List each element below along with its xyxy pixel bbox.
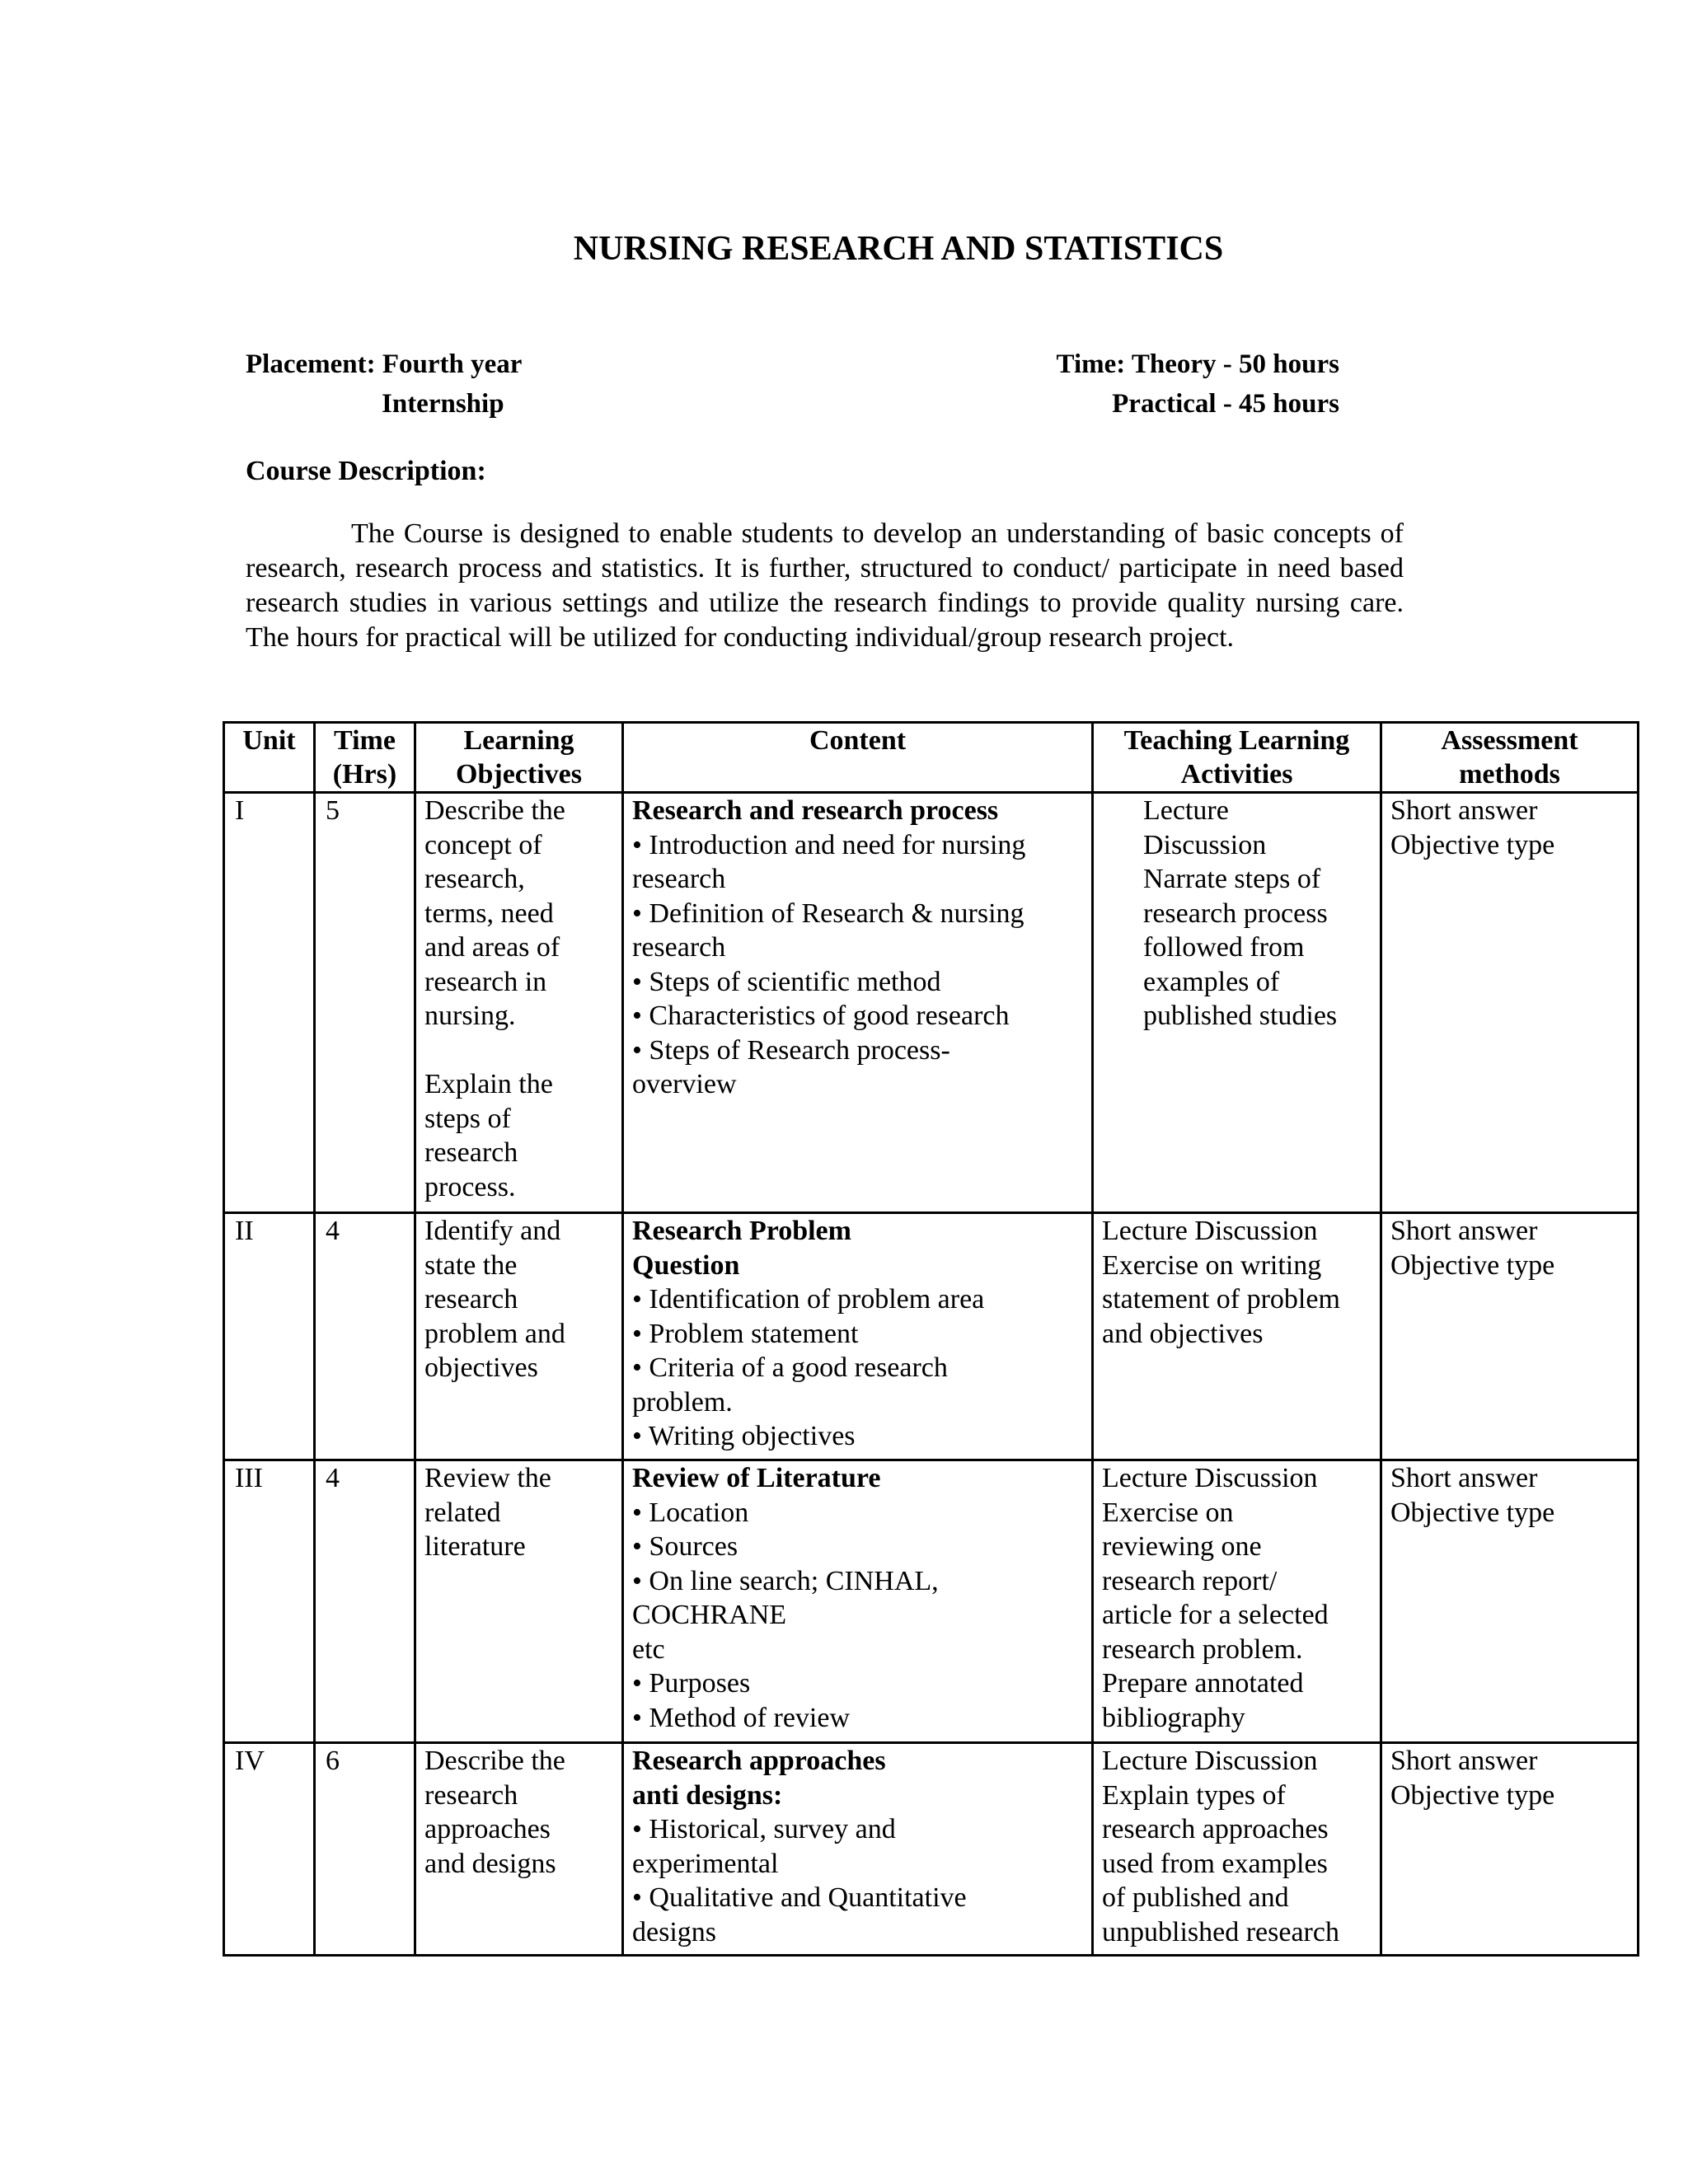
cell-line: of published and — [1102, 1882, 1289, 1913]
cell-unit: I — [224, 793, 315, 1213]
cell-line: research — [424, 1137, 518, 1168]
cell-line: problem and — [424, 1318, 565, 1349]
cell-unit: IV — [224, 1743, 315, 1956]
cell-unit: II — [224, 1213, 315, 1460]
table-row — [224, 793, 1639, 1213]
cell-line: research process — [1143, 898, 1328, 929]
cell-line: research — [424, 1779, 518, 1811]
cell-time: 5 — [315, 793, 415, 1213]
cell-line: Short answer — [1390, 795, 1538, 826]
cell-line: research, — [424, 864, 525, 894]
cell-line: Short answer — [1390, 1216, 1538, 1246]
cell-content — [623, 1743, 1093, 1956]
cell-line: Explain the — [424, 1069, 553, 1099]
cell-activities — [1093, 793, 1381, 1213]
cell-line: • Qualitative and Quantitative — [632, 1882, 967, 1913]
cell-unit: III — [224, 1460, 315, 1743]
cell-line: Lecture Discussion — [1102, 1216, 1318, 1246]
time-info — [1057, 344, 1339, 424]
cell-line: • Writing objectives — [632, 1421, 856, 1451]
cell-line: Objective type — [1390, 1497, 1555, 1528]
cell-line: state the — [424, 1249, 518, 1281]
cell-line: • Historical, survey and — [632, 1814, 896, 1844]
cell-line: Exercise on — [1102, 1497, 1234, 1528]
cell-line: Objective type — [1390, 1249, 1555, 1281]
cell-line: Lecture Discussion — [1102, 1746, 1318, 1776]
cell-line: approaches — [424, 1814, 551, 1844]
table-header-row — [224, 723, 1639, 793]
course-table — [223, 721, 1639, 1957]
cell-line: Review of Literature — [632, 1463, 881, 1493]
cell-line: research — [424, 1284, 518, 1315]
cell-line: • Introduction and need for nursing — [632, 829, 1026, 860]
cell-line: • Problem statement — [632, 1318, 859, 1349]
page-title: NURSING RESEARCH AND STATISTICS — [573, 230, 1224, 268]
cell-line: research problem. — [1102, 1633, 1303, 1665]
cell-line: Review the — [424, 1463, 551, 1493]
table-row — [224, 1460, 1639, 1743]
course-description-body: The Course is designed to enable students to develop an understanding of basic concepts of research, research process and statistics. It is further, structured to conduct/ participate in need based research studies in various settings and utilize the research findings to provide quality nursing care. The hours for practical will be utilized for conducting individual/group research project. — [246, 518, 1404, 653]
cell-line: reviewing one — [1102, 1531, 1262, 1562]
header-content: Content — [623, 723, 1093, 793]
cell-line: used from examples — [1102, 1848, 1328, 1879]
cell-line: • Purposes — [632, 1668, 751, 1699]
cell-line: and objectives — [1102, 1318, 1264, 1349]
cell-line: Question — [632, 1249, 740, 1281]
cell-line: etc — [632, 1633, 665, 1665]
cell-line: process. — [424, 1171, 516, 1202]
header-unit: Unit — [224, 723, 315, 793]
cell-line: and areas of — [424, 932, 560, 963]
cell-line: examples of — [1143, 966, 1280, 997]
cell-line: research report/ — [1102, 1565, 1278, 1596]
cell-line: Explain types of — [1102, 1779, 1286, 1811]
header-objectives: Learning Objectives — [415, 723, 623, 793]
cell-line: published studies — [1143, 1001, 1338, 1031]
cell-line: Describe the — [424, 795, 565, 826]
header-time: Time (Hrs) — [315, 723, 415, 793]
cell-line: research in — [424, 966, 547, 997]
cell-line: research approaches — [1102, 1814, 1329, 1844]
cell-assessment — [1381, 1213, 1639, 1460]
cell-line: Identify and — [424, 1216, 561, 1246]
cell-line: research — [632, 864, 726, 894]
cell-line: Lecture Discussion — [1102, 1463, 1318, 1493]
cell-activities — [1093, 1460, 1381, 1743]
cell-line: steps of — [424, 1103, 511, 1134]
cell-line: COCHRANE — [632, 1600, 787, 1630]
cell-content — [623, 1213, 1093, 1460]
cell-line: • Steps of scientific method — [632, 966, 941, 997]
cell-objectives — [415, 1460, 623, 1743]
cell-line: anti designs: — [632, 1779, 783, 1811]
table-row — [224, 1213, 1639, 1460]
cell-content — [623, 793, 1093, 1213]
cell-line — [424, 1033, 613, 1068]
course-description-heading: Course Description: — [246, 456, 486, 486]
cell-line: Short answer — [1390, 1746, 1538, 1776]
cell-line: Research Problem — [632, 1216, 851, 1246]
cell-line: unpublished research — [1102, 1916, 1339, 1947]
cell-line: terms, need — [424, 898, 554, 929]
cell-line: • Identification of problem area — [632, 1284, 985, 1315]
cell-line: Lecture — [1143, 795, 1229, 826]
cell-line: statement of problem — [1102, 1284, 1340, 1315]
cell-line: followed from — [1143, 932, 1305, 963]
cell-assessment — [1381, 1743, 1639, 1956]
placement-line: Placement: Fourth year — [246, 349, 523, 379]
cell-line: • Method of review — [632, 1702, 850, 1733]
placement-internship: Internship — [382, 389, 504, 419]
placement-info — [246, 344, 522, 424]
cell-line: Objective type — [1390, 1779, 1555, 1811]
cell-line: Short answer — [1390, 1463, 1538, 1493]
cell-line: designs — [632, 1916, 716, 1947]
cell-line: • Criteria of a good research — [632, 1352, 948, 1383]
cell-activities — [1093, 1213, 1381, 1460]
header-assessment: Assessment methods — [1381, 723, 1639, 793]
cell-line: Discussion — [1143, 829, 1267, 860]
cell-line: literature — [424, 1531, 526, 1562]
cell-line: • Location — [632, 1497, 749, 1528]
cell-line: article for a selected — [1102, 1600, 1329, 1630]
practical-hours: Practical - 45 hours — [1112, 389, 1339, 419]
cell-line: experimental — [632, 1848, 779, 1879]
cell-time: 4 — [315, 1213, 415, 1460]
cell-time: 4 — [315, 1460, 415, 1743]
cell-line: related — [424, 1497, 501, 1528]
cell-line: Narrate steps of — [1143, 864, 1321, 894]
cell-line: • Characteristics of good research — [632, 1001, 1010, 1031]
table-row — [224, 1743, 1639, 1956]
cell-line: • On line search; CINHAL, — [632, 1565, 939, 1596]
cell-line: Prepare annotated — [1102, 1668, 1304, 1699]
cell-line: Describe the — [424, 1746, 565, 1776]
theory-hours: Time: Theory - 50 hours — [1056, 349, 1339, 379]
cell-objectives — [415, 1743, 623, 1956]
cell-line: • Sources — [632, 1531, 738, 1562]
cell-assessment — [1381, 793, 1639, 1213]
cell-line: research — [632, 932, 726, 963]
cell-line: objectives — [424, 1352, 538, 1383]
cell-line: overview — [632, 1069, 737, 1099]
cell-content — [623, 1460, 1093, 1743]
cell-objectives — [415, 793, 623, 1213]
cell-time: 6 — [315, 1743, 415, 1956]
cell-line: bibliography — [1102, 1702, 1245, 1733]
cell-objectives — [415, 1213, 623, 1460]
cell-line: Research and research process — [632, 795, 999, 826]
cell-activities — [1093, 1743, 1381, 1956]
cell-line: nursing. — [424, 1001, 516, 1031]
cell-line: Research approaches — [632, 1746, 886, 1776]
cell-line: concept of — [424, 829, 542, 860]
cell-line: Exercise on writing — [1102, 1249, 1322, 1281]
cell-line: problem. — [632, 1386, 733, 1418]
cell-line: Objective type — [1390, 829, 1555, 860]
header-activities: Teaching Learning Activities — [1093, 723, 1381, 793]
cell-assessment — [1381, 1460, 1639, 1743]
cell-line: • Steps of Research process- — [632, 1034, 950, 1066]
cell-line: and designs — [424, 1848, 556, 1879]
cell-line: • Definition of Research & nursing — [632, 898, 1025, 929]
